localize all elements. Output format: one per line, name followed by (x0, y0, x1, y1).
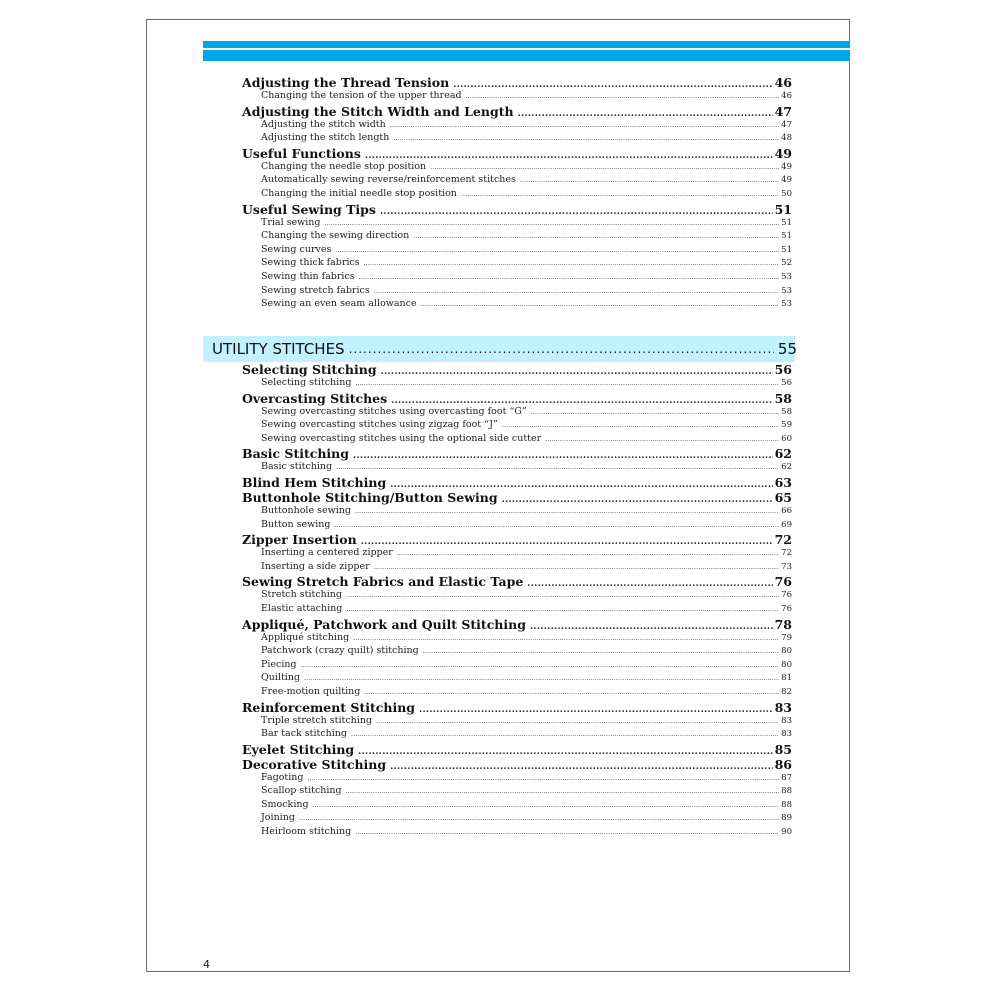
leader-dots (527, 579, 772, 589)
leader-dots (518, 109, 773, 119)
toc-sub-entry[interactable] (242, 547, 792, 561)
toc-heading-entry[interactable] (242, 475, 792, 490)
toc-entry-title: Changing the sewing direction (261, 230, 410, 242)
toc-block-utility (242, 362, 792, 840)
toc-sub-entry[interactable] (242, 90, 792, 104)
toc-sub-entry[interactable] (242, 271, 792, 285)
toc-entry-title: Fagoting (261, 771, 304, 783)
leader-dots (430, 164, 779, 171)
toc-sub-entry[interactable] (242, 406, 792, 420)
toc-entry-page: 46 (774, 75, 792, 90)
toc-sub-entry[interactable] (242, 419, 792, 433)
toc-entry-title: Blind Hem Stitching (242, 474, 387, 490)
leader-dots (364, 260, 780, 267)
toc-entry-page: 51 (781, 244, 792, 255)
toc-entry-page: 88 (781, 799, 792, 810)
leader-dots (393, 135, 779, 142)
toc-entry-page: 87 (781, 772, 792, 783)
toc-entry-title: Sewing overcasting stitches using zigzag foot “J” (261, 419, 498, 431)
toc-entry-page: 52 (781, 258, 792, 269)
leader-dots (380, 207, 773, 217)
leader-dots (365, 151, 773, 161)
toc-entry-title: Selecting stitching (261, 377, 352, 388)
toc-heading-entry[interactable] (242, 757, 792, 772)
toc-entry-title: Adjusting the Thread Tension (242, 75, 450, 90)
leader-dots (545, 436, 779, 443)
section-page-number: 55 (777, 340, 797, 358)
section-title: UTILITY STITCHES (212, 340, 345, 358)
toc-entry-title: Sewing thin fabrics (261, 270, 355, 282)
toc-entry-title: Automatically sewing reverse/reinforcement stitches (261, 174, 516, 186)
toc-sub-entry[interactable] (242, 519, 792, 533)
toc-entry-title: Quilting (261, 672, 301, 684)
toc-entry-title: Smocking (261, 798, 309, 810)
leader-dots (374, 288, 779, 295)
toc-heading-entry[interactable] (242, 362, 792, 377)
toc-entry-page: 56 (774, 362, 792, 377)
toc-sub-entry[interactable] (242, 298, 792, 312)
toc-heading-entry[interactable] (242, 574, 792, 589)
leader-dots (413, 233, 779, 240)
toc-sub-entry[interactable] (242, 132, 792, 146)
toc-entry-title: Heirloom stitching (261, 826, 352, 838)
toc-heading-entry[interactable] (242, 700, 792, 715)
leader-dots (376, 718, 779, 725)
toc-entry-title: Basic stitching (261, 461, 333, 473)
toc-entry-page: 51 (781, 217, 792, 228)
leader-dots (466, 93, 780, 100)
leader-dots (346, 606, 779, 613)
toc-entry-page: 90 (781, 827, 792, 838)
leader-dots (502, 422, 779, 429)
toc-entry-title: Changing the needle stop position (261, 160, 427, 172)
toc-entry-title: Triple stretch stitching (261, 714, 373, 726)
toc-entry-page: 73 (781, 561, 792, 572)
toc-entry-title: Button sewing (261, 518, 331, 530)
toc-sub-entry[interactable] (242, 161, 792, 175)
leader-dots (531, 409, 779, 416)
toc-sub-entry[interactable] (242, 672, 792, 686)
toc-heading-entry[interactable] (242, 75, 792, 90)
leader-dots (391, 396, 772, 406)
toc-sub-entry[interactable] (242, 505, 792, 519)
toc-entry-page: 56 (781, 378, 792, 388)
toc-entry-page: 80 (781, 646, 792, 657)
toc-entry-page: 83 (781, 729, 792, 740)
toc-sub-entry[interactable] (242, 632, 792, 646)
leader-dots (313, 802, 780, 809)
toc-entry-page: 80 (781, 659, 792, 670)
toc-sub-entry[interactable] (242, 119, 792, 133)
toc-entry-title: Useful Sewing Tips (242, 201, 376, 217)
leader-dots (358, 747, 772, 757)
toc-entry-title: Scallop stitching (261, 785, 342, 797)
toc-entry-page: 60 (781, 433, 792, 444)
leader-dots (419, 705, 773, 715)
leader-dots (299, 815, 779, 822)
toc-entry-page: 86 (774, 756, 792, 772)
toc-entry-page: 49 (781, 175, 792, 186)
toc-entry-title: Buttonhole sewing (261, 504, 351, 516)
leader-dots (361, 537, 773, 547)
toc-entry-title: Adjusting the stitch length (261, 132, 390, 144)
leader-dots (353, 635, 779, 642)
toc-sub-entry[interactable] (242, 285, 792, 299)
toc-entry-title: Elastic attaching (261, 602, 343, 614)
leader-dots (390, 480, 772, 490)
toc-entry-title: Changing the initial needle stop position (261, 187, 457, 199)
toc-entry-page: 81 (781, 673, 792, 684)
toc-entry-title: Inserting a side zipper (261, 560, 370, 572)
toc-entry-title: Adjusting the Stitch Width and Length (242, 103, 514, 119)
leader-dots (351, 731, 779, 738)
toc-entry-title: Sewing an even seam allowance (261, 298, 417, 310)
toc-entry-title: Useful Functions (242, 145, 361, 161)
toc-entry-title: Stretch stitching (261, 589, 342, 601)
toc-entry-title: Overcasting Stitches (242, 390, 388, 406)
leader-dots (335, 247, 779, 254)
toc-entry-page: 69 (781, 519, 792, 530)
leader-dots (336, 464, 779, 471)
toc-entry-title: Sewing curves (261, 243, 332, 255)
toc-entry-page: 53 (781, 285, 792, 296)
toc-entry-title: Adjusting the stitch width (261, 118, 386, 130)
toc-sub-entry[interactable] (242, 433, 792, 447)
toc-entry-page: 51 (774, 201, 792, 217)
header-bar-stripe (203, 48, 850, 50)
leader-dots (461, 191, 779, 198)
toc-entry-page: 76 (781, 590, 792, 601)
toc-sub-entry[interactable] (242, 188, 792, 202)
toc-sub-entry[interactable] (242, 230, 792, 244)
toc-entry-title: Inserting a centered zipper (261, 547, 393, 559)
toc-entry-title: Sewing overcasting stitches using the optional side cutter (261, 432, 542, 444)
toc-sub-entry[interactable] (242, 377, 792, 391)
toc-entry-page: 83 (774, 699, 792, 715)
toc-heading-entry[interactable] (242, 532, 792, 547)
toc-entry-title: Sewing thick fabrics (261, 257, 360, 269)
leader-dots (530, 622, 773, 632)
toc-entry-page: 76 (774, 574, 792, 590)
leader-dots (304, 675, 779, 682)
leader-dots (301, 662, 780, 669)
toc-heading-entry[interactable] (242, 742, 792, 757)
toc-entry-page: 58 (781, 406, 792, 417)
toc-entry-page: 66 (781, 505, 792, 516)
toc-heading-entry[interactable] (242, 202, 792, 217)
toc-entry-title: Zipper Insertion (242, 532, 357, 548)
toc-sub-entry[interactable] (242, 589, 792, 603)
toc-entry-page: 76 (781, 603, 792, 614)
toc-entry-page: 62 (781, 462, 792, 473)
toc-entry-page: 78 (774, 616, 792, 632)
toc-entry-title: Sewing Stretch Fabrics and Elastic Tape (242, 574, 524, 590)
toc-entry-title: Joining (261, 812, 295, 824)
toc-sub-entry[interactable] (242, 826, 792, 840)
toc-sub-entry[interactable] (242, 715, 792, 729)
toc-heading-entry[interactable] (242, 446, 792, 461)
toc-entry-title: Eyelet Stitching (242, 741, 355, 757)
leader-dots (334, 522, 779, 529)
toc-sub-entry[interactable] (242, 799, 792, 813)
toc-entry-title: Appliqué stitching (261, 631, 350, 643)
leader-dots (355, 829, 779, 836)
toc-entry-title: Appliqué, Patchwork and Quilt Stitching (242, 616, 526, 632)
toc-entry-page: 53 (781, 271, 792, 282)
toc-entry-title: Trial sewing (261, 216, 321, 228)
toc-entry-page: 50 (781, 188, 792, 199)
toc-sub-entry[interactable] (242, 785, 792, 799)
leader-dots (353, 451, 773, 461)
toc-entry-page: 48 (781, 133, 792, 144)
toc-sub-entry[interactable] (242, 686, 792, 700)
toc-sub-entry[interactable] (242, 645, 792, 659)
leader-dots (381, 367, 773, 377)
leader-dots (397, 550, 779, 557)
toc-entry-title: Piecing (261, 658, 297, 670)
leader-dots (355, 380, 779, 387)
toc-sub-entry[interactable] (242, 174, 792, 188)
leader-dots (390, 122, 779, 129)
leader-dots (364, 689, 779, 696)
leader-dots (325, 220, 780, 227)
toc-entry-page: 83 (781, 715, 792, 726)
leader-dots (423, 648, 779, 655)
toc-entry-title: Bar tack stitching (261, 728, 348, 740)
toc-heading-entry[interactable] (242, 391, 792, 406)
leader-dots (307, 775, 779, 782)
toc-entry-page: 49 (781, 161, 792, 172)
toc-entry-page: 62 (774, 446, 792, 462)
toc-entry-title: Buttonhole Stitching/Button Sewing (242, 489, 498, 505)
leader-dots (390, 762, 772, 772)
toc-sub-entry[interactable] (242, 728, 792, 742)
toc-entry-page: 47 (774, 103, 792, 119)
leader-dots (502, 495, 773, 505)
toc-section-utility-stitches[interactable] (212, 336, 797, 362)
leader-dots (374, 564, 779, 571)
toc-heading-entry[interactable] (242, 146, 792, 161)
toc-sub-entry[interactable] (242, 812, 792, 826)
toc-entry-title: Decorative Stitching (242, 756, 387, 772)
toc-heading-entry[interactable] (242, 490, 792, 505)
toc-entry-page: 85 (774, 741, 792, 757)
toc-heading-entry[interactable] (242, 104, 792, 119)
toc-entry-title: Sewing overcasting stitches using overcasting foot “G” (261, 405, 527, 417)
toc-sub-entry[interactable] (242, 659, 792, 673)
leader-dots (421, 301, 780, 308)
toc-sub-entry[interactable] (242, 561, 792, 575)
toc-sub-entry[interactable] (242, 603, 792, 617)
leader-dots (349, 342, 774, 356)
toc-heading-entry[interactable] (242, 617, 792, 632)
toc-block-general (242, 75, 792, 312)
toc-entry-title: Basic Stitching (242, 446, 350, 462)
header-color-bar (203, 41, 850, 61)
toc-sub-entry[interactable] (242, 244, 792, 258)
toc-entry-page: 82 (781, 686, 792, 697)
leader-dots (453, 80, 772, 90)
toc-entry-page: 47 (781, 119, 792, 130)
toc-entry-title: Sewing stretch fabrics (261, 284, 370, 296)
toc-entry-page: 58 (774, 390, 792, 406)
leader-dots (346, 788, 780, 795)
toc-entry-title: Reinforcement Stitching (242, 699, 416, 715)
toc-entry-page: 49 (774, 145, 792, 161)
toc-sub-entry[interactable] (242, 772, 792, 786)
toc-entry-title: Patchwork (crazy quilt) stitching (261, 645, 419, 657)
leader-dots (359, 274, 780, 281)
toc-entry-page: 72 (781, 548, 792, 559)
toc-sub-entry[interactable] (242, 217, 792, 231)
toc-entry-title: Changing the tension of the upper thread (261, 90, 462, 101)
toc-entry-page: 59 (781, 420, 792, 431)
toc-entry-page: 79 (781, 632, 792, 643)
toc-entry-page: 51 (781, 231, 792, 242)
leader-dots (520, 177, 779, 184)
toc-entry-page: 72 (774, 532, 792, 548)
toc-entry-title: Free-motion quilting (261, 685, 361, 697)
toc-entry-page: 89 (781, 813, 792, 824)
leader-dots (355, 508, 779, 515)
leader-dots (346, 592, 779, 599)
toc-sub-entry[interactable] (242, 461, 792, 475)
toc-entry-page: 53 (781, 299, 792, 310)
toc-entry-title: Selecting Stitching (242, 362, 377, 377)
toc-entry-page: 46 (781, 91, 792, 101)
toc-sub-entry[interactable] (242, 257, 792, 271)
toc-entry-page: 65 (774, 489, 792, 505)
toc-entry-page: 88 (781, 786, 792, 797)
footer-page-number: 4 (203, 958, 210, 971)
toc-entry-page: 63 (774, 474, 792, 490)
